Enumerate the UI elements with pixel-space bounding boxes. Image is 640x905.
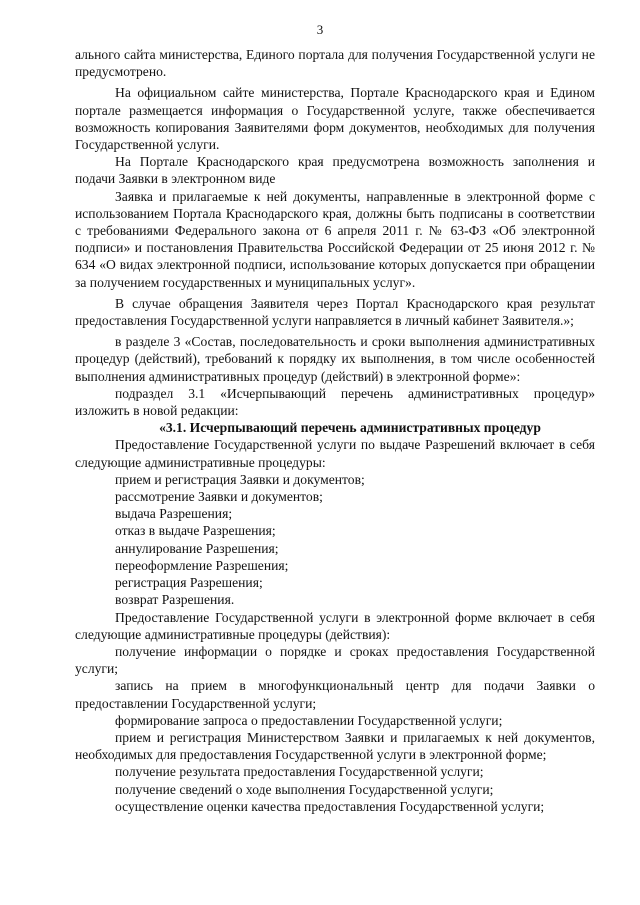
list-item: выдача Разрешения; [115, 506, 233, 522]
paragraph: В случае обращения Заявителя через Портал Краснодарского края результат предоставления Государственной услуги направляется в личный кабинет Заявителя.»; [75, 295, 595, 329]
list-item: формирование запроса о предоставлении Государственной услуги; [115, 712, 503, 728]
paragraph: На Портале Краснодарского края предусмотрена возможность заполнения и подачи Заявки в электронном виде [75, 154, 595, 187]
paragraph: в разделе 3 «Состав, последовательность и сроки выполнения административных процедур (действий), требований к порядку их выполнения, в том числе особенностей выполнения административных процедур (действий) в электронной форме»: [75, 334, 595, 384]
paragraph: Предоставление Государственной услуги в электронной форме включает в себя следующие административные процедуры (действия): [75, 609, 595, 642]
list-item: возврат Разрешения. [115, 592, 235, 608]
list-item: получение сведений о ходе выполнения Государственной услуги; [115, 781, 494, 797]
list-item: рассмотрение Заявки и документов; [115, 489, 323, 505]
section-heading: «3.1. Исчерпывающий перечень административных процедур [159, 420, 541, 436]
paragraph: Заявка и прилагаемые к ней документы, направленные в электронной форме с использованием Портала Краснодарского края, должны быть подписаны в соответствии с требованиями Федерального закона от 6 апреля 2011 г. № 63-ФЗ «Об электронной подписи» и постановления Правительства Российской Федерации от 25 июня 2012 г. № 634 «О видах электронной подписи, использование которых допускается при обращении за получением государственных и муниципальных услуг». [75, 188, 595, 290]
list-item: прием и регистрация Министерством Заявки и прилагаемых к ней документов, необходимых для предоставления Государственной услуги в электронной форме; [75, 729, 595, 763]
document-body [75, 46, 595, 815]
list-item: переоформление Разрешения; [115, 557, 289, 573]
paragraph: подраздел 3.1 «Исчерпывающий перечень административных процедур» изложить в новой редакции: [75, 385, 595, 419]
paragraph: Предоставление Государственной услуги по выдаче Разрешений включает в себя следующие административные процедуры: [75, 437, 595, 470]
page-number: 3 [316, 22, 324, 37]
paragraph: ального сайта министерства, Единого портала для получения Государственной услуги не предусмотрено. [75, 47, 595, 80]
list-item: запись на прием в многофункциональный центр для подачи Заявки о предоставлении Государственной услуги; [75, 678, 595, 711]
list-item: получение результата предоставления Государственной услуги; [115, 764, 484, 780]
list-item: аннулирование Разрешения; [115, 540, 279, 556]
list-item: прием и регистрация Заявки и документов; [115, 471, 365, 487]
list-item: отказ в выдаче Разрешения; [115, 523, 276, 539]
list-item: регистрация Разрешения; [115, 575, 263, 591]
list-item: получение информации о порядке и сроках предоставления Государственной услуги; [75, 643, 595, 677]
paragraph: На официальном сайте министерства, Портале Краснодарского края и Едином портале размещается информация о Государственной услуге, также обеспечивается возможность копирования Заявителями форм документов, необходимых для получения Государственной услуги. [75, 85, 595, 153]
list-item: осуществление оценки качества предоставления Государственной услуги; [115, 798, 545, 814]
